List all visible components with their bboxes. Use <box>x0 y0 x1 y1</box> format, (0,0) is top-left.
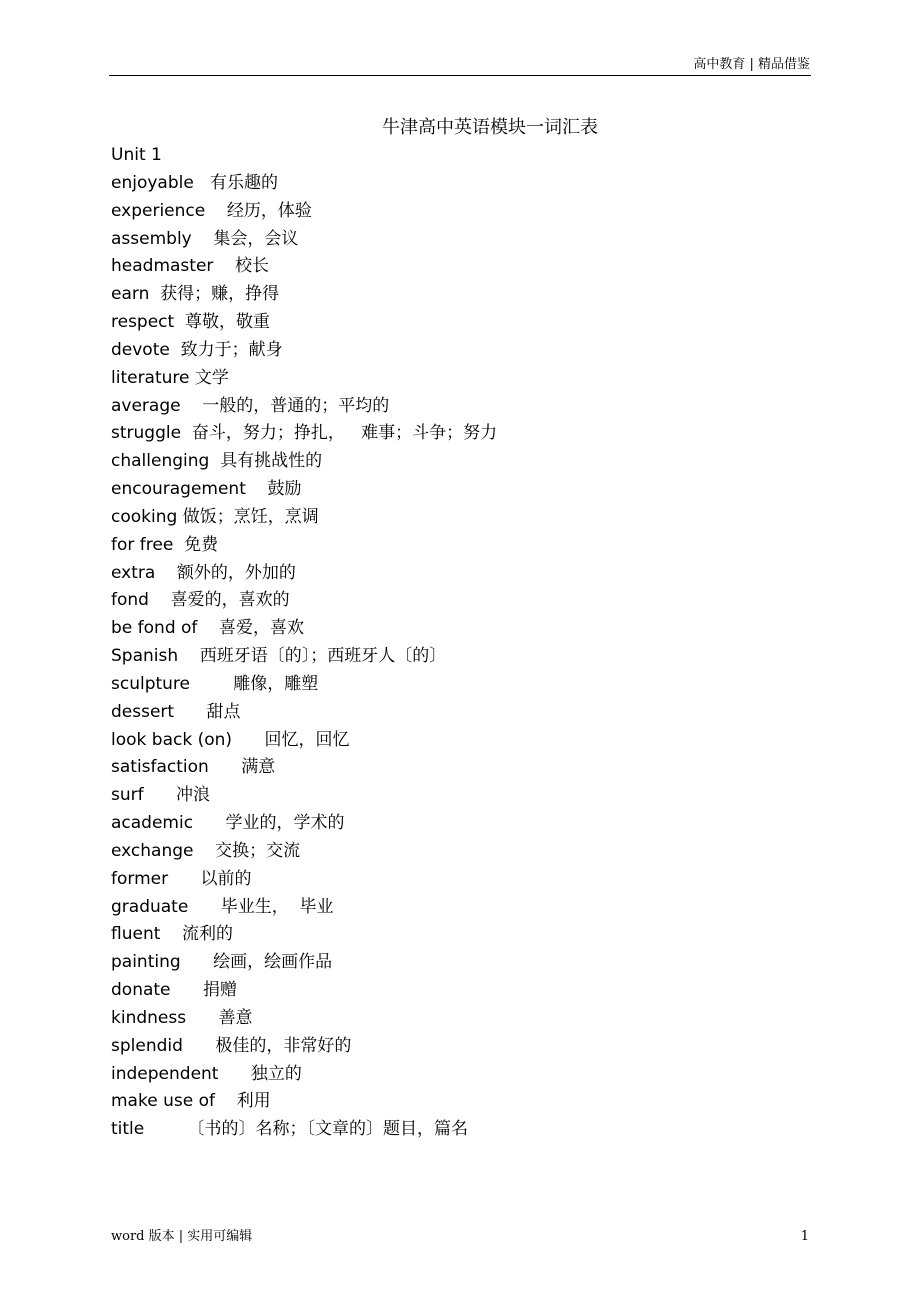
vocab-entry <box>111 783 497 811</box>
vocab-spacing <box>149 284 160 304</box>
vocab-entry <box>111 978 497 1006</box>
vocab-term: fond <box>111 590 149 611</box>
vocab-entry <box>111 310 497 338</box>
page-footer-text: word 版本 | 实用可编辑 <box>111 1229 253 1244</box>
vocab-term: splendid <box>111 1035 183 1056</box>
vocab-entry <box>111 171 497 199</box>
vocab-spacing <box>218 1064 250 1084</box>
vocab-term: cooking <box>111 506 178 527</box>
vocab-spacing <box>197 618 219 638</box>
vocab-meaning: 甜点 <box>206 701 241 722</box>
vocab-spacing <box>209 757 241 777</box>
vocab-meaning: 满意 <box>241 757 276 778</box>
vocab-spacing <box>144 785 176 805</box>
vocab-meaning: 获得；赚，挣得 <box>160 284 280 305</box>
vocab-spacing <box>181 396 203 416</box>
vocab-entry <box>111 421 497 449</box>
vocab-spacing <box>149 590 171 610</box>
vocabulary-list <box>111 171 497 1145</box>
vocab-term: literature <box>111 367 190 388</box>
vocab-term: average <box>111 395 181 416</box>
vocab-meaning: 以前的 <box>200 868 252 889</box>
vocab-term: struggle <box>111 423 182 444</box>
vocab-meaning: 有乐趣的 <box>210 173 279 193</box>
vocab-term: Spanish <box>111 646 179 667</box>
vocab-entry <box>111 616 497 644</box>
vocab-meaning: 奋斗，努力；挣扎， 难事；斗争；努力 <box>191 423 498 444</box>
vocab-entry <box>111 394 497 422</box>
vocab-meaning: 免费 <box>184 534 219 555</box>
vocab-entry <box>111 1034 497 1062</box>
vocab-meaning: 文学 <box>194 367 229 388</box>
vocab-entry <box>111 533 497 561</box>
vocab-term: graduate <box>111 896 189 917</box>
vocab-meaning: 交换；交流 <box>215 840 301 861</box>
vocab-meaning: 鼓励 <box>267 479 302 500</box>
vocab-meaning: 捐赠 <box>202 980 237 1001</box>
vocab-entry <box>111 561 497 589</box>
vocab-spacing <box>160 924 182 944</box>
vocab-meaning: 流利的 <box>182 924 234 945</box>
vocab-meaning: 回忆，回忆 <box>264 729 350 750</box>
vocab-term: devote <box>111 339 170 360</box>
vocab-entry <box>111 1006 497 1034</box>
vocab-term: kindness <box>111 1007 187 1028</box>
vocab-entry <box>111 449 497 477</box>
vocab-meaning: 喜爱的，喜欢的 <box>170 590 290 611</box>
vocab-meaning: 极佳的，非常好的 <box>215 1035 352 1056</box>
vocab-entry <box>111 895 497 923</box>
unit-heading: Unit 1 <box>111 145 162 165</box>
vocab-meaning: 致力于；献身 <box>180 339 283 360</box>
vocab-term: experience <box>111 200 206 221</box>
vocab-spacing <box>171 980 203 1000</box>
vocab-term: extra <box>111 562 156 583</box>
vocab-entry <box>111 199 497 227</box>
vocab-term: former <box>111 868 169 889</box>
vocab-term: for free <box>111 534 174 555</box>
vocab-entry <box>111 477 497 505</box>
vocab-entry <box>111 366 497 394</box>
vocab-meaning: 善意 <box>218 1007 253 1028</box>
vocab-spacing <box>232 730 264 750</box>
vocab-term: earn <box>111 284 150 305</box>
vocab-term: enjoyable <box>111 173 194 193</box>
vocab-entry <box>111 922 497 950</box>
vocab-entry <box>111 950 497 978</box>
vocab-spacing <box>155 563 177 583</box>
page-header-text: 高中教育 | 精品借鉴 <box>693 57 810 72</box>
vocab-term: independent <box>111 1063 219 1084</box>
vocab-spacing <box>186 1008 218 1028</box>
vocab-entry <box>111 867 497 895</box>
vocab-meaning: 校长 <box>235 256 270 277</box>
vocab-term: donate <box>111 980 171 1001</box>
vocab-meaning: 集会，会议 <box>213 228 299 249</box>
vocab-meaning: 具有挑战性的 <box>220 451 323 472</box>
vocab-term: challenging <box>111 451 210 472</box>
vocab-entry <box>111 505 497 533</box>
vocab-term: be fond of <box>111 618 198 639</box>
page-number: 1 <box>800 1229 809 1244</box>
vocab-meaning: 学业的，学术的 <box>225 813 345 834</box>
vocab-entry <box>111 839 497 867</box>
vocab-entry <box>111 1117 497 1145</box>
vocab-term: sculpture <box>111 673 191 694</box>
vocab-term: painting <box>111 952 181 973</box>
vocab-spacing <box>183 1036 215 1056</box>
vocab-term: exchange <box>111 840 194 861</box>
vocab-meaning: 喜爱，喜欢 <box>219 618 305 639</box>
vocab-entry <box>111 254 497 282</box>
vocab-term: headmaster <box>111 256 214 277</box>
vocab-entry <box>111 1062 497 1090</box>
vocab-meaning: 西班牙语〔的〕；西班牙人〔的〕 <box>199 646 447 667</box>
vocab-meaning: 绘画，绘画作品 <box>213 952 333 973</box>
vocab-spacing <box>215 1091 237 1111</box>
vocab-spacing <box>193 813 225 833</box>
vocab-entry <box>111 811 497 839</box>
vocab-spacing <box>246 479 268 499</box>
vocab-spacing <box>178 646 200 666</box>
vocab-entry <box>111 728 497 756</box>
vocab-entry <box>111 338 497 366</box>
vocab-term: encouragement <box>111 479 246 500</box>
vocab-spacing <box>194 841 216 861</box>
vocab-term: title <box>111 1119 145 1140</box>
vocab-term: assembly <box>111 228 192 249</box>
vocab-meaning: 雕像，雕塑 <box>233 673 319 694</box>
vocab-meaning: 经历，体验 <box>226 200 312 221</box>
document-title: 牛津高中英语模块一词汇表 <box>382 117 598 138</box>
vocab-term: respect <box>111 312 175 333</box>
vocab-meaning: 额外的，外加的 <box>176 562 296 583</box>
vocab-meaning: 〔书的〕名称；〔文章的〕题目，篇名 <box>187 1119 468 1140</box>
vocab-spacing <box>194 173 210 193</box>
vocab-entry <box>111 588 497 616</box>
vocab-term: look back (on) <box>111 729 233 750</box>
vocab-spacing <box>205 201 227 221</box>
vocab-entry <box>111 644 497 672</box>
header-divider <box>109 75 811 76</box>
vocab-term: academic <box>111 813 194 834</box>
vocab-entry <box>111 672 497 700</box>
vocab-term: make use of <box>111 1091 215 1112</box>
vocab-term: satisfaction <box>111 757 209 778</box>
vocab-spacing <box>144 1119 187 1139</box>
vocab-meaning: 独立的 <box>250 1063 302 1084</box>
vocab-spacing <box>181 423 192 443</box>
vocab-meaning: 毕业生， 毕业 <box>220 896 334 917</box>
vocab-term: surf <box>111 785 144 806</box>
vocab-spacing <box>173 535 184 555</box>
vocab-meaning: 尊敬，敬重 <box>185 312 271 333</box>
vocab-spacing <box>209 451 220 471</box>
vocab-entry <box>111 755 497 783</box>
vocab-spacing <box>174 312 185 332</box>
vocab-spacing <box>174 702 206 722</box>
vocab-spacing <box>188 897 220 917</box>
vocab-entry <box>111 1089 497 1117</box>
vocab-meaning: 冲浪 <box>176 785 211 806</box>
vocab-term: dessert <box>111 701 175 722</box>
vocab-meaning: 做饭；烹饪，烹调 <box>182 506 319 527</box>
vocab-spacing <box>190 674 233 694</box>
vocab-spacing <box>181 952 213 972</box>
vocab-spacing <box>213 256 235 276</box>
vocab-meaning: 利用 <box>236 1091 271 1112</box>
vocab-spacing <box>168 869 200 889</box>
vocab-term: fluent <box>111 924 161 945</box>
vocab-entry <box>111 700 497 728</box>
vocab-entry <box>111 227 497 255</box>
vocab-spacing <box>192 229 214 249</box>
vocab-spacing <box>170 340 181 360</box>
vocab-meaning: 一般的，普通的；平均的 <box>202 395 390 416</box>
vocab-entry <box>111 282 497 310</box>
